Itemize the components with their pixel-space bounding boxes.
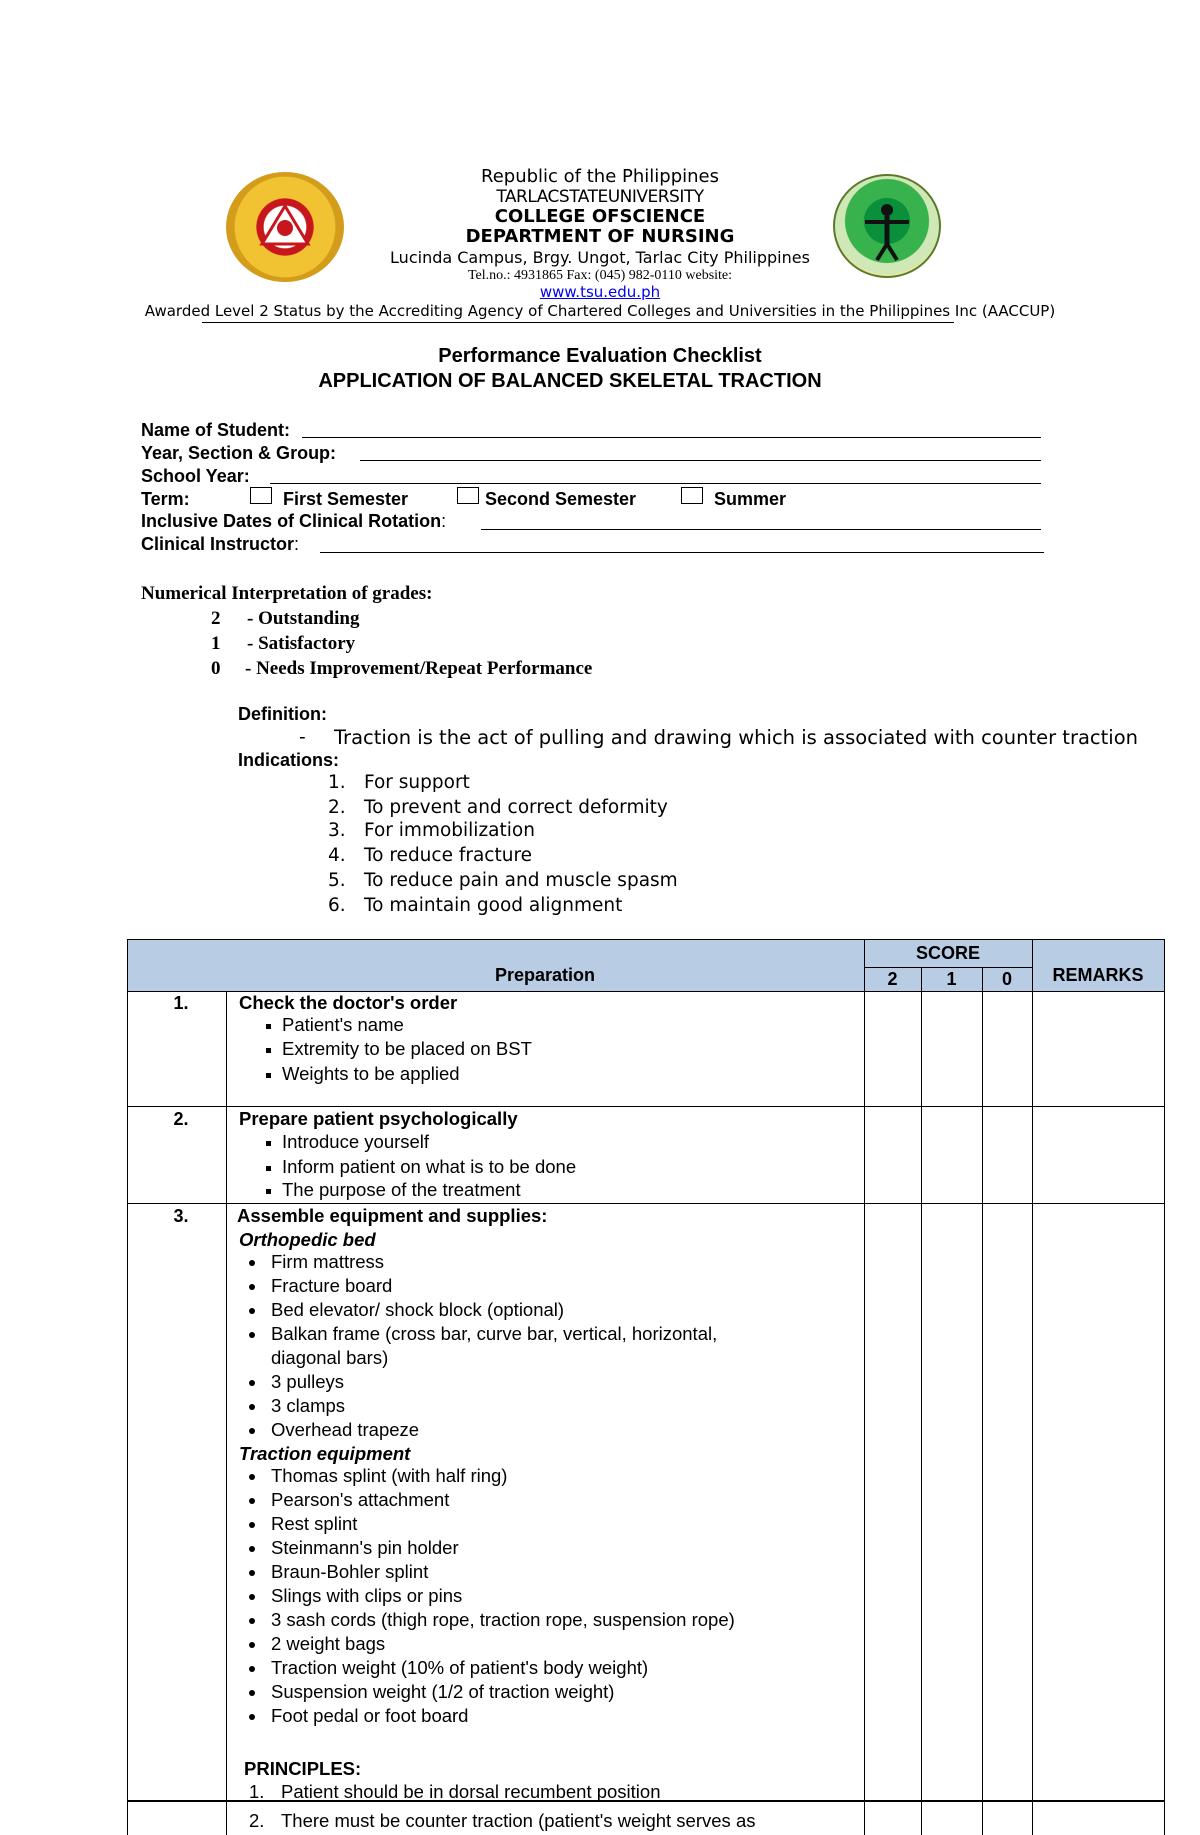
indication-item: To reduce fracture: [364, 845, 533, 866]
round-bullet-icon: [249, 1260, 255, 1266]
row-item: Steinmann's pin holder: [271, 1537, 459, 1558]
school-year-field[interactable]: [270, 483, 1041, 484]
score-col-divider: [1032, 939, 1033, 1835]
row-item: Suspension weight (1/2 of traction weight): [271, 1681, 615, 1702]
header-university: TARLACSTATEUNIVERSITY: [496, 187, 704, 207]
indication-item: To maintain good alignment: [364, 895, 623, 916]
row-item: Fracture board: [271, 1275, 393, 1296]
section-subheading: Traction equipment: [239, 1443, 411, 1464]
clinical-instructor-field[interactable]: [320, 552, 1044, 553]
prep-col-divider: [864, 939, 865, 1835]
round-bullet-icon: [249, 1498, 255, 1504]
row-item: 3 sash cords (thigh rope, traction rope, suspension rope): [271, 1609, 735, 1630]
principle-number: 1.: [249, 1781, 265, 1802]
indication-number: 3.: [328, 820, 346, 841]
row-item: Foot pedal or foot board: [271, 1705, 469, 1726]
row-item: Balkan frame (cross bar, curve bar, vertical, horizontal,: [271, 1323, 718, 1344]
round-bullet-icon: [249, 1332, 255, 1338]
preparation-header: Preparation: [494, 965, 596, 985]
table-border-right: [1164, 939, 1165, 1835]
indications-heading: Indications:: [238, 750, 340, 770]
square-bullet-icon: [266, 1048, 271, 1053]
round-bullet-icon: [249, 1594, 255, 1600]
row-item: Bed elevator/ shock block (optional): [271, 1299, 565, 1320]
round-bullet-icon: [249, 1404, 255, 1410]
second-semester-label: Second Semester: [485, 489, 637, 509]
round-bullet-icon: [249, 1546, 255, 1552]
round-bullet-icon: [249, 1522, 255, 1528]
header-address: Lucinda Campus, Brgy. Ungot, Tarlac City Philippines: [390, 248, 810, 267]
table-border-top: [127, 939, 1165, 940]
definition-heading: Definition:: [238, 704, 327, 724]
principle-item: There must be counter traction (patient's weight serves as: [281, 1810, 756, 1831]
row-item: Extremity to be placed on BST: [282, 1038, 532, 1059]
row-item: Thomas splint (with half ring): [271, 1465, 508, 1486]
grade-text-0: - Needs Improvement/Repeat Performance: [245, 658, 593, 679]
row-number: 2.: [173, 1109, 189, 1129]
student-name-label: Name of Student:: [141, 420, 291, 440]
row-item: Overhead trapeze: [271, 1419, 420, 1440]
indication-item: For support: [364, 772, 470, 793]
indication-item: To reduce pain and muscle spasm: [364, 870, 678, 891]
row-item: 3 pulleys: [271, 1371, 345, 1392]
round-bullet-icon: [249, 1380, 255, 1386]
row-2-bottom: [127, 1203, 1165, 1204]
document-subtitle: APPLICATION OF BALANCED SKELETAL TRACTION: [318, 370, 822, 392]
round-bullet-icon: [249, 1570, 255, 1576]
row-1-bottom: [127, 1106, 1165, 1107]
round-bullet-icon: [249, 1642, 255, 1648]
row-item: The purpose of the treatment: [282, 1179, 521, 1200]
row-item: Rest splint: [271, 1513, 358, 1534]
grade-value-2: 2: [211, 608, 221, 629]
table-border-left: [127, 939, 128, 1835]
round-bullet-icon: [249, 1714, 255, 1720]
row-number: 3.: [173, 1206, 189, 1226]
second-semester-checkbox[interactable]: [457, 487, 479, 504]
indication-item: For immobilization: [364, 820, 535, 841]
first-semester-label: First Semester: [283, 489, 409, 509]
year-section-label: Year, Section & Group:: [141, 443, 337, 463]
website-row: [0, 285, 1200, 300]
square-bullet-icon: [266, 1166, 271, 1171]
row-item: Weights to be applied: [282, 1063, 460, 1084]
round-bullet-icon: [249, 1308, 255, 1314]
indication-number: 6.: [328, 895, 346, 916]
round-bullet-icon: [249, 1666, 255, 1672]
round-bullet-icon: [249, 1284, 255, 1290]
term-label: Term:: [141, 489, 190, 509]
indication-number: 4.: [328, 845, 346, 866]
definition-dash: -: [299, 727, 306, 748]
row-item: 2 weight bags: [271, 1633, 386, 1654]
summer-checkbox[interactable]: [681, 487, 703, 504]
score-1-divider: [982, 967, 983, 1835]
score-col-1: 1: [946, 969, 957, 989]
row-number: 1.: [173, 993, 189, 1013]
clinical-dates-label: Inclusive Dates of Clinical Rotation:: [141, 511, 447, 531]
student-name-field[interactable]: [302, 437, 1041, 438]
summer-label: Summer: [714, 489, 787, 509]
row-title: Check the doctor's order: [239, 992, 458, 1013]
indication-item: To prevent and correct deformity: [364, 797, 668, 818]
remarks-header: REMARKS: [1052, 965, 1144, 985]
principle-item: Patient should be in dorsal recumbent position: [281, 1781, 661, 1802]
round-bullet-icon: [249, 1428, 255, 1434]
grade-text-2: - Outstanding: [247, 608, 360, 629]
round-bullet-icon: [249, 1618, 255, 1624]
square-bullet-icon: [266, 1073, 271, 1078]
num-col-divider: [226, 991, 227, 1835]
grades-heading: Numerical Interpretation of grades:: [141, 583, 433, 604]
row-item: Traction weight (10% of patient's body weight): [271, 1657, 649, 1678]
row-item: Introduce yourself: [282, 1131, 430, 1152]
indication-number: 5.: [328, 870, 346, 891]
grade-value-0: 0: [211, 658, 221, 679]
indication-number: 2.: [328, 797, 346, 818]
row-item: Inform patient on what is to be done: [282, 1156, 577, 1177]
header-college: COLLEGE OFSCIENCE: [494, 206, 706, 227]
grade-value-1: 1: [211, 633, 221, 654]
score-col-2: 2: [887, 969, 898, 989]
row-item: Braun-Bohler splint: [271, 1561, 429, 1582]
row-item: Patient's name: [282, 1014, 404, 1035]
header-department: DEPARTMENT OF NURSING: [465, 226, 735, 247]
document-title: Performance Evaluation Checklist: [438, 345, 762, 367]
square-bullet-icon: [266, 1024, 271, 1029]
header-accreditation: Awarded Level 2 Status by the Accrediting Agency of Chartered Colleges and Universities in the Philippines Inc (AACCUP): [144, 302, 1056, 320]
principles-heading: PRINCIPLES:: [244, 1758, 362, 1779]
year-section-field[interactable]: [360, 460, 1041, 461]
round-bullet-icon: [249, 1690, 255, 1696]
row-item: Pearson's attachment: [271, 1489, 450, 1510]
square-bullet-icon: [266, 1141, 271, 1146]
row-title: Assemble equipment and supplies:: [237, 1205, 548, 1226]
grade-text-1: - Satisfactory: [247, 633, 356, 654]
row-item: 3 clamps: [271, 1395, 346, 1416]
section-subheading: Orthopedic bed: [239, 1229, 376, 1250]
header-republic: Republic of the Philippines: [481, 166, 719, 187]
clinical-dates-field[interactable]: [481, 529, 1041, 530]
row-item: diagonal bars): [271, 1347, 389, 1368]
website-link[interactable]: www.tsu.edu.ph: [539, 283, 661, 301]
row-item: Slings with clips or pins: [271, 1585, 463, 1606]
clinical-instructor-label: Clinical Instructor:: [141, 534, 300, 554]
school-year-label: School Year:: [141, 466, 250, 486]
row-item: Firm mattress: [271, 1251, 385, 1272]
definition-text: Traction is the act of pulling and drawing which is associated with counter traction: [334, 726, 1138, 749]
indication-number: 1.: [328, 772, 346, 793]
score-2-divider: [921, 967, 922, 1835]
square-bullet-icon: [266, 1189, 271, 1194]
first-semester-checkbox[interactable]: [250, 487, 272, 504]
row-title: Prepare patient psychologically: [239, 1108, 518, 1129]
score-col-0: 0: [1001, 969, 1012, 989]
score-header: SCORE: [915, 943, 980, 963]
principle-number: 2.: [249, 1810, 265, 1831]
score-subheader-line: [864, 967, 1032, 968]
header-contact: Tel.no.: 4931865 Fax: (045) 982-0110 website:: [467, 268, 733, 283]
round-bullet-icon: [249, 1474, 255, 1480]
header-divider: [202, 322, 954, 323]
